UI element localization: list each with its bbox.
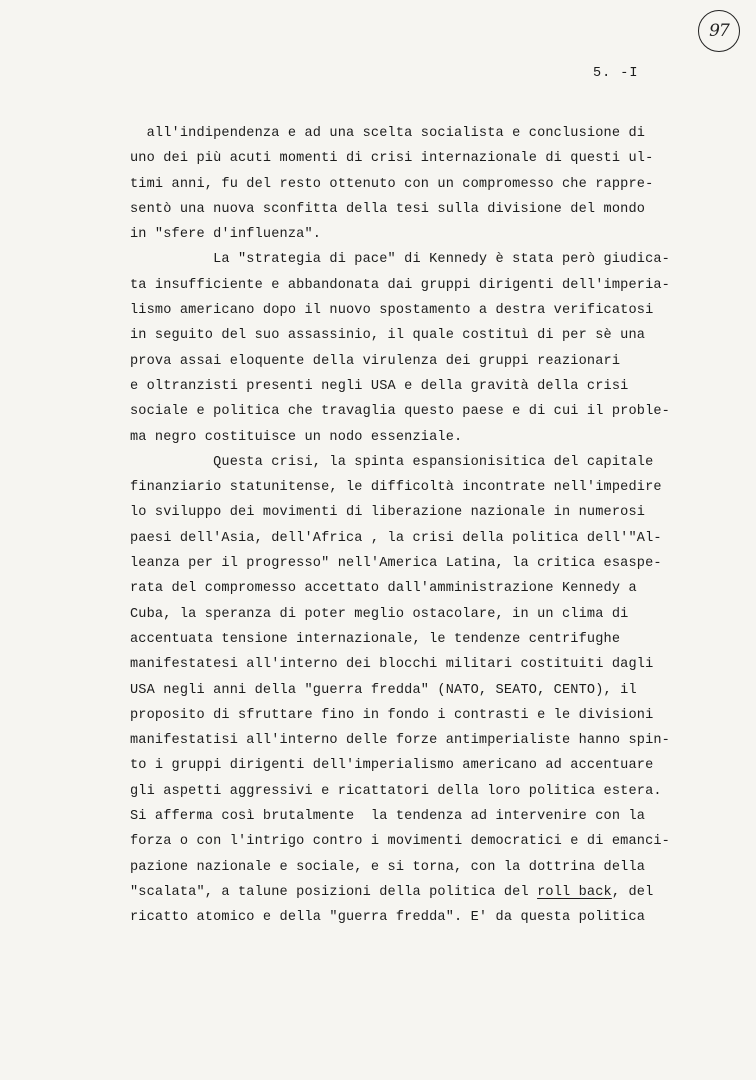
text-segment: lismo americano dopo il nuovo spostamento a destra verificatosi bbox=[130, 303, 654, 319]
page-number: 5. -I bbox=[593, 66, 639, 81]
text-line bbox=[130, 602, 730, 627]
text-segment: leanza per il progresso" nell'America Latina, la critica esaspe- bbox=[130, 556, 662, 572]
body-text bbox=[130, 121, 730, 931]
text-segment: lo sviluppo dei movimenti di liberazione nazionale in numerosi bbox=[130, 505, 646, 521]
text-segment: sentò una nuova sconfitta della tesi sulla divisione del mondo bbox=[130, 201, 646, 217]
text-line bbox=[130, 323, 730, 348]
text-line bbox=[130, 146, 730, 171]
text-line bbox=[130, 703, 730, 728]
text-segment: La "strategia di pace" di Kennedy è stata però giudica- bbox=[130, 252, 670, 268]
text-line bbox=[130, 500, 730, 525]
text-line bbox=[130, 425, 730, 450]
text-segment: paesi dell'Asia, dell'Africa , la crisi della politica dell'"Al- bbox=[130, 530, 662, 546]
archive-stamp-number: 97 bbox=[709, 21, 729, 41]
text-line bbox=[130, 172, 730, 197]
text-segment: uno dei più acuti momenti di crisi internazionale di questi ul- bbox=[130, 151, 654, 167]
text-segment: gli aspetti aggressivi e ricattatori della loro politica estera. bbox=[130, 783, 662, 799]
text-line bbox=[130, 298, 730, 323]
text-line bbox=[130, 855, 730, 880]
text-line bbox=[130, 576, 730, 601]
archive-stamp bbox=[698, 10, 740, 52]
text-line bbox=[130, 197, 730, 222]
text-segment: , del bbox=[611, 884, 654, 900]
text-segment: Cuba, la speranza di poter meglio ostacolare, in un clima di bbox=[130, 606, 629, 622]
text-line bbox=[130, 399, 730, 424]
text-segment: ma negro costituisce un nodo essenziale. bbox=[130, 429, 463, 445]
text-segment: ricatto atomico e della "guerra fredda". E' da questa politica bbox=[130, 910, 646, 926]
text-line bbox=[130, 804, 730, 829]
text-line bbox=[130, 273, 730, 298]
text-line bbox=[130, 374, 730, 399]
text-segment: ta insufficiente e abbandonata dai gruppi dirigenti dell'imperia- bbox=[130, 277, 670, 293]
text-segment: in "sfere d'influenza". bbox=[130, 227, 322, 243]
text-line bbox=[130, 728, 730, 753]
text-line bbox=[130, 551, 730, 576]
text-segment: proposito di sfruttare fino in fondo i contrasti e le divisioni bbox=[130, 707, 654, 723]
text-line bbox=[130, 678, 730, 703]
text-line bbox=[130, 450, 730, 475]
text-line bbox=[130, 121, 730, 146]
text-segment: pazione nazionale e sociale, e si torna, con la dottrina della bbox=[130, 859, 646, 875]
text-line bbox=[130, 247, 730, 272]
text-segment: timi anni, fu del resto ottenuto con un compromesso che rappre- bbox=[130, 176, 654, 192]
text-line bbox=[130, 475, 730, 500]
text-segment: rata del compromesso accettato dall'amministrazione Kennedy a bbox=[130, 581, 637, 597]
text-segment: finanziario statunitense, le difficoltà incontrate nell'impedire bbox=[130, 480, 662, 496]
text-segment: in seguito del suo assassinio, il quale costituì di per sè una bbox=[130, 328, 646, 344]
text-segment: all'indipendenza e ad una scelta socialista e conclusione di bbox=[130, 126, 646, 141]
text-segment: forza o con l'intrigo contro i movimenti democratici e di emanci- bbox=[130, 834, 670, 850]
text-segment: e oltranzisti presenti negli USA e della gravità della crisi bbox=[130, 378, 629, 394]
text-segment: to i gruppi dirigenti dell'imperialismo americano ad accentuare bbox=[130, 758, 654, 774]
text-line bbox=[130, 349, 730, 374]
text-line bbox=[130, 880, 730, 905]
text-segment: manifestatesi all'interno dei blocchi militari costituiti dagli bbox=[130, 657, 654, 673]
text-segment: prova assai eloquente della virulenza dei gruppi reazionari bbox=[130, 353, 621, 369]
text-line bbox=[130, 222, 730, 247]
text-line bbox=[130, 627, 730, 652]
text-line bbox=[130, 829, 730, 854]
text-line bbox=[130, 526, 730, 551]
text-segment: USA negli anni della "guerra fredda" (NATO, SEATO, CENTO), il bbox=[130, 682, 637, 698]
text-segment: manifestatisi all'interno delle forze antimperialiste hanno spin- bbox=[130, 733, 670, 749]
text-line bbox=[130, 905, 730, 930]
underlined-text: roll back bbox=[537, 884, 612, 900]
text-line bbox=[130, 652, 730, 677]
text-line bbox=[130, 779, 730, 804]
text-line bbox=[130, 753, 730, 778]
text-segment: Questa crisi, la spinta espansionisitica del capitale bbox=[130, 454, 654, 470]
text-segment: Si afferma così brutalmente la tendenza ad intervenire con la bbox=[130, 809, 646, 825]
text-segment: accentuata tensione internazionale, le tendenze centrifughe bbox=[130, 631, 621, 647]
text-segment: sociale e politica che travaglia questo paese e di cui il proble- bbox=[130, 404, 670, 420]
text-segment: "scalata", a talune posizioni della politica del bbox=[130, 884, 538, 900]
